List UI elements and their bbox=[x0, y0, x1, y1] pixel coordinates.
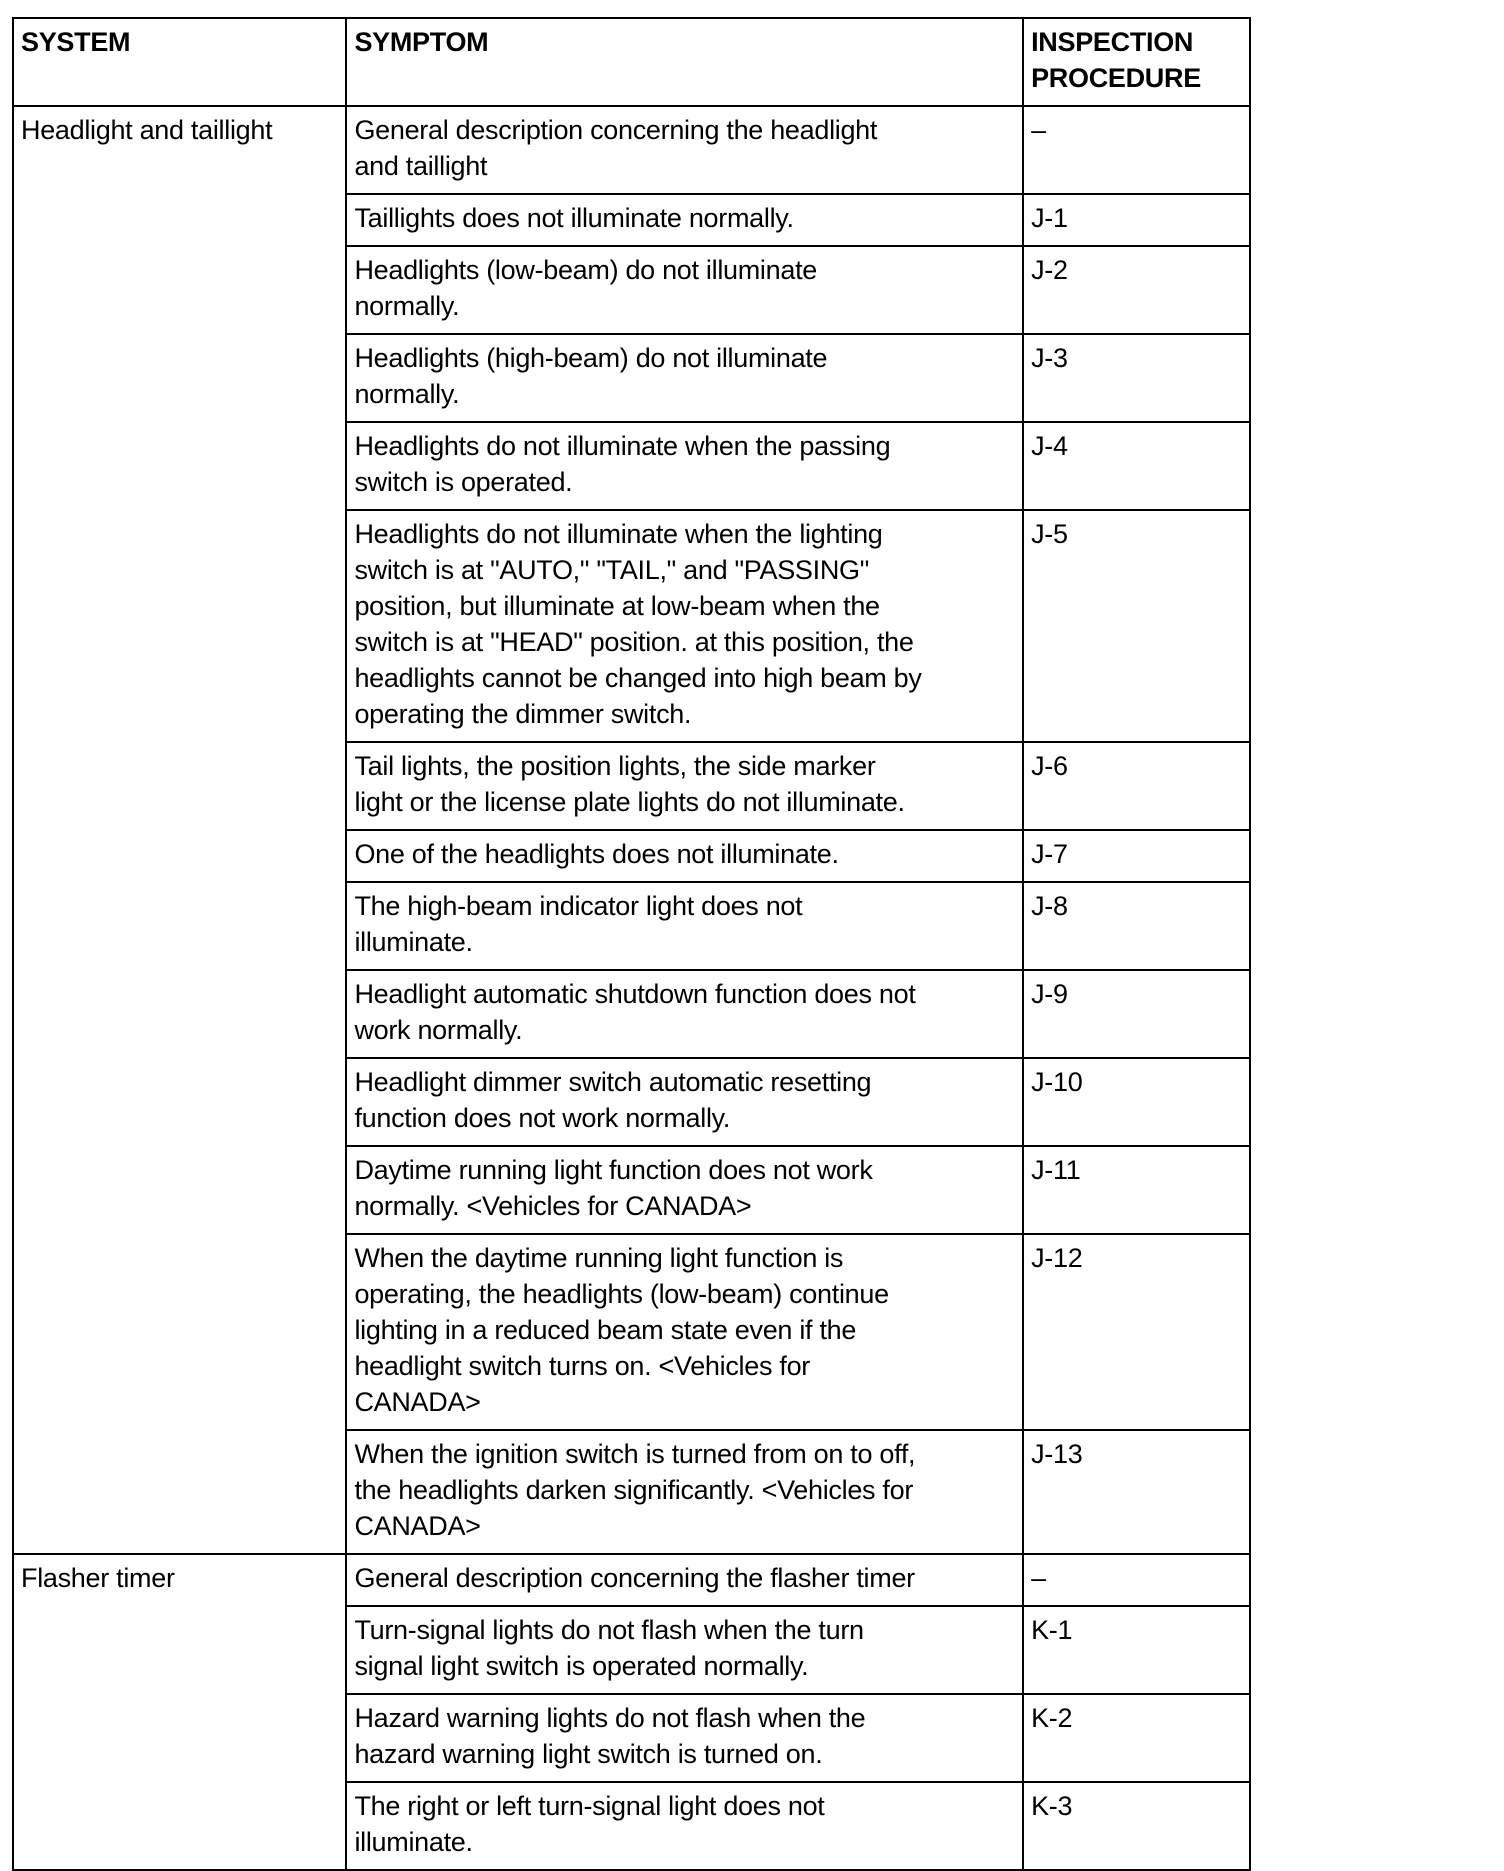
symptom-cell: Tail lights, the position lights, the side marker light or the license plate lights do not illuminate. bbox=[346, 742, 1023, 830]
symptom-cell: Hazard warning lights do not flash when the hazard warning light switch is turned on. bbox=[346, 1694, 1023, 1782]
procedure-cell: K-3 bbox=[1023, 1782, 1250, 1870]
procedure-cell: J-5 bbox=[1023, 510, 1250, 742]
table-body bbox=[13, 106, 1250, 1870]
symptom-cell: One of the headlights does not illuminate. bbox=[346, 830, 1023, 882]
procedure-cell: – bbox=[1023, 106, 1250, 194]
system-cell: Headlight and taillight bbox=[13, 106, 346, 1554]
symptom-cell: Headlight dimmer switch automatic resetting function does not work normally. bbox=[346, 1058, 1023, 1146]
procedure-cell: – bbox=[1023, 1554, 1250, 1606]
symptom-cell: The high-beam indicator light does not illuminate. bbox=[346, 882, 1023, 970]
system-cell: Flasher timer bbox=[13, 1554, 346, 1870]
procedure-cell: J-4 bbox=[1023, 422, 1250, 510]
symptom-cell: Headlight automatic shutdown function does not work normally. bbox=[346, 970, 1023, 1058]
procedure-cell: J-13 bbox=[1023, 1430, 1250, 1554]
table-row bbox=[13, 106, 1250, 194]
header-system: SYSTEM bbox=[13, 18, 346, 106]
table-row bbox=[13, 1554, 1250, 1606]
procedure-cell: K-2 bbox=[1023, 1694, 1250, 1782]
header-symptom: SYMPTOM bbox=[346, 18, 1023, 106]
symptom-cell: Headlights do not illuminate when the lighting switch is at "AUTO," "TAIL," and "PASSING" position, but illuminate at low-beam when the switch is at "HEAD" position. at this position, the headlights cannot be changed into high beam by operating the dimmer switch. bbox=[346, 510, 1023, 742]
symptom-cell: General description concerning the headlight and taillight bbox=[346, 106, 1023, 194]
procedure-cell: J-6 bbox=[1023, 742, 1250, 830]
procedure-cell: J-8 bbox=[1023, 882, 1250, 970]
symptom-cell: Headlights (high-beam) do not illuminate normally. bbox=[346, 334, 1023, 422]
inspection-table bbox=[12, 17, 1251, 1871]
symptom-cell: Taillights does not illuminate normally. bbox=[346, 194, 1023, 246]
header-procedure: INSPECTION PROCEDURE bbox=[1023, 18, 1250, 106]
symptom-cell: When the ignition switch is turned from on to off, the headlights darken significantly. <Vehicles for CANADA> bbox=[346, 1430, 1023, 1554]
symptom-cell: General description concerning the flasher timer bbox=[346, 1554, 1023, 1606]
procedure-cell: J-1 bbox=[1023, 194, 1250, 246]
procedure-cell: J-3 bbox=[1023, 334, 1250, 422]
symptom-cell: Turn-signal lights do not flash when the turn signal light switch is operated normally. bbox=[346, 1606, 1023, 1694]
procedure-cell: J-12 bbox=[1023, 1234, 1250, 1430]
symptom-cell: Daytime running light function does not work normally. <Vehicles for CANADA> bbox=[346, 1146, 1023, 1234]
procedure-cell: J-7 bbox=[1023, 830, 1250, 882]
procedure-cell: J-9 bbox=[1023, 970, 1250, 1058]
symptom-cell: Headlights (low-beam) do not illuminate normally. bbox=[346, 246, 1023, 334]
symptom-cell: The right or left turn-signal light does not illuminate. bbox=[346, 1782, 1023, 1870]
procedure-cell: J-2 bbox=[1023, 246, 1250, 334]
symptom-cell: Headlights do not illuminate when the passing switch is operated. bbox=[346, 422, 1023, 510]
procedure-cell: J-10 bbox=[1023, 1058, 1250, 1146]
header-row bbox=[13, 18, 1250, 106]
symptom-cell: When the daytime running light function is operating, the headlights (low-beam) continue lighting in a reduced beam state even if the headlight switch turns on. <Vehicles for CANADA> bbox=[346, 1234, 1023, 1430]
procedure-cell: J-11 bbox=[1023, 1146, 1250, 1234]
procedure-cell: K-1 bbox=[1023, 1606, 1250, 1694]
